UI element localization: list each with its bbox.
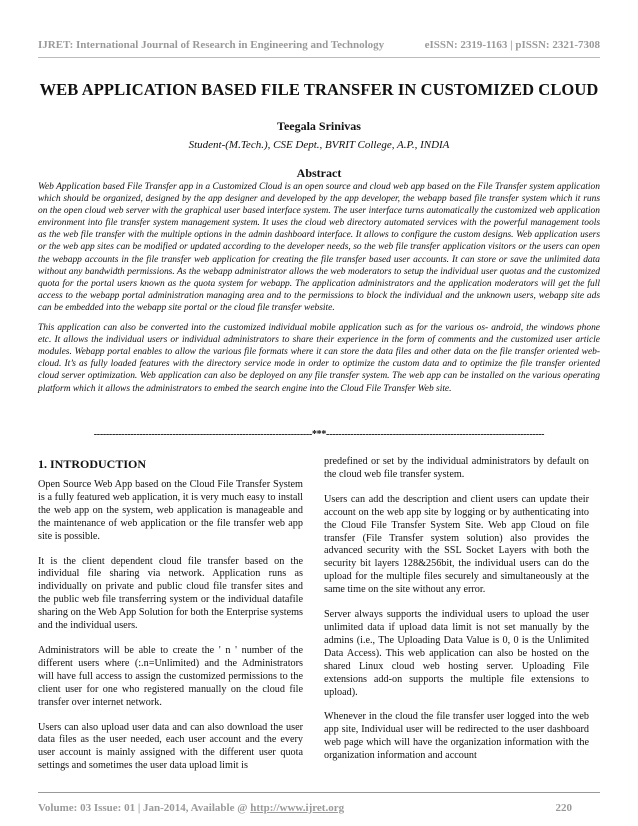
page-number: 220: [555, 802, 572, 814]
header-divider: [38, 57, 600, 58]
right-column: [324, 456, 589, 775]
running-header: [38, 39, 600, 51]
abstract-paragraph: This application can also be converted into the customized individual mobile application such as for the various os- android, the windows phone etc. It allows the individual users or individual administrators to share their experience in the form of comments and the customized user article modules. Webapp portal enables to allow the various file formats where it can store the data files and other data on the file transfer oriented web-cloud. It’s as fully loaded features with the directory service mode in order to optimize the custom data and to optimize the file transfer oriented cloud server optimization. Web application can also be deployed on any file transfer system. The web app can be installed on the various operating platform which it allows the administrators to embed the search engine into the Cloud File Transfer Web site.: [38, 323, 600, 394]
left-column: [38, 457, 303, 785]
running-footer: [38, 802, 600, 814]
body-paragraph: Server always supports the individual users to upload the user unlimited data if upload data limit is not set manually by the admins (i.e., The Uploading Data Value is 0, 0 is the Unlimited Data Access). This web application can also be hosted on the shared Linux cloud web hosting server. Uploading File extensions add-on supports the multiple file extensions to upload).: [324, 609, 589, 698]
body-paragraph: predefined or set by the individual administrators by default on the cloud web file transfer system.: [324, 456, 589, 480]
volume-text: Volume: 03 Issue: 01 | Jan-2014, Available @: [38, 802, 248, 814]
body-paragraph: Users can add the description and client users can update their account on the web app site by logging or by authenticating into the Cloud File Transfer System Site. Web app Cloud on file transfer (File Transfer system solution) also provides the advanced security with the SSL Socket Layers with both the security bit layers 128&256bit, the individual users can do the upload for the multiple files securely and simultaneously at the same time on the site without any error.: [324, 493, 589, 596]
footer-volume-info: [38, 802, 344, 814]
body-paragraph: Administrators will be able to create the ' n ' number of the different users where (:.n=Unlimited) and the Administrators will have full access to assign the customized permissions to the client user for one who registered manually on the cloud file transfer over internet network.: [38, 644, 303, 708]
abstract-heading: Abstract: [296, 166, 342, 180]
journal-link[interactable]: http://www.ijret.org: [250, 802, 345, 814]
author-affiliation: Student-(M.Tech.), CSE Dept., BVRIT College, A.P., INDIA: [188, 139, 450, 151]
journal-name: IJRET: International Journal of Research in Engineering and Technology: [38, 39, 385, 51]
abstract-paragraph: Web Application based File Transfer app in a Customized Cloud is an open source and cloud web app based on the File Transfer system application which should be organized, designed by the app designer and developed by the app developer, the webapp based file transfer system which it runs on the open cloud web server with the graphical user based interface system. The user interface turns automatically the customized web application environment into file transfer system management system. It uses the cloud web directory automated services with the powerful management tools as the web file transfer with the multiple options in the admin dashboard interface. It allows to configure the custom designs. Web application users or the web app sites can be modified or updated according to the developer needs, so the web file transfer application visitors or the users can open the webapp accounts in the file transfer web application for creating the file transfer based user accounts. It can store or save the unlimited data without any bandwidth permissions. As the webapp administrator allows the web moderators to setup the individual user quotas and the customized quota for the portal users known as the quota system for webapp. The application administrators and the application moderators will get the full access to the webapp portal administration managing area and to the permissions to block the individual and the unknown users, webapp site ads can be embedded into the webapp site portal or the cloud file transfer website.: [38, 182, 600, 313]
body-paragraph: It is the client dependent cloud file transfer based on the individual file sharing via network. Application runs as individually on private and public cloud file transfer sites and the public web file transferring system or the individual datafile sharing on the Web App Solution for both the Enterprise systems and the individual users.: [38, 555, 303, 632]
author-name: Teegala Srinivas: [277, 119, 361, 133]
section-heading: 1. INTRODUCTION: [38, 457, 147, 471]
paper-title: WEB APPLICATION BASED FILE TRANSFER IN CUSTOMIZED CLOUD: [39, 80, 599, 99]
abstract-body: [38, 181, 600, 403]
body-paragraph: Whenever in the cloud the file transfer user logged into the web app site, Individual user will be redirected to the user dashboard web page which will have the organization information with the organization information and account: [324, 711, 589, 762]
section-separator: ------------------------------------------------------------------------***------------------------------------------------------------------------: [93, 429, 545, 440]
body-paragraph: Open Source Web App based on the Cloud File Transfer System is a fully featured web application, it is very much easy to install the web app on the system, web application is manageable and the maintenance of web application or the file transfer web app site is possible.: [38, 479, 303, 542]
issn-info: eISSN: 2319-1163 | pISSN: 2321-7308: [424, 39, 600, 51]
body-paragraph: Users can also upload user data and can also download the user data files as the user needed, each user account and the every user account is mainly assigned with the different user quota settings and sometimes the user data upload limit is: [38, 721, 303, 772]
footer-divider: [38, 792, 600, 793]
